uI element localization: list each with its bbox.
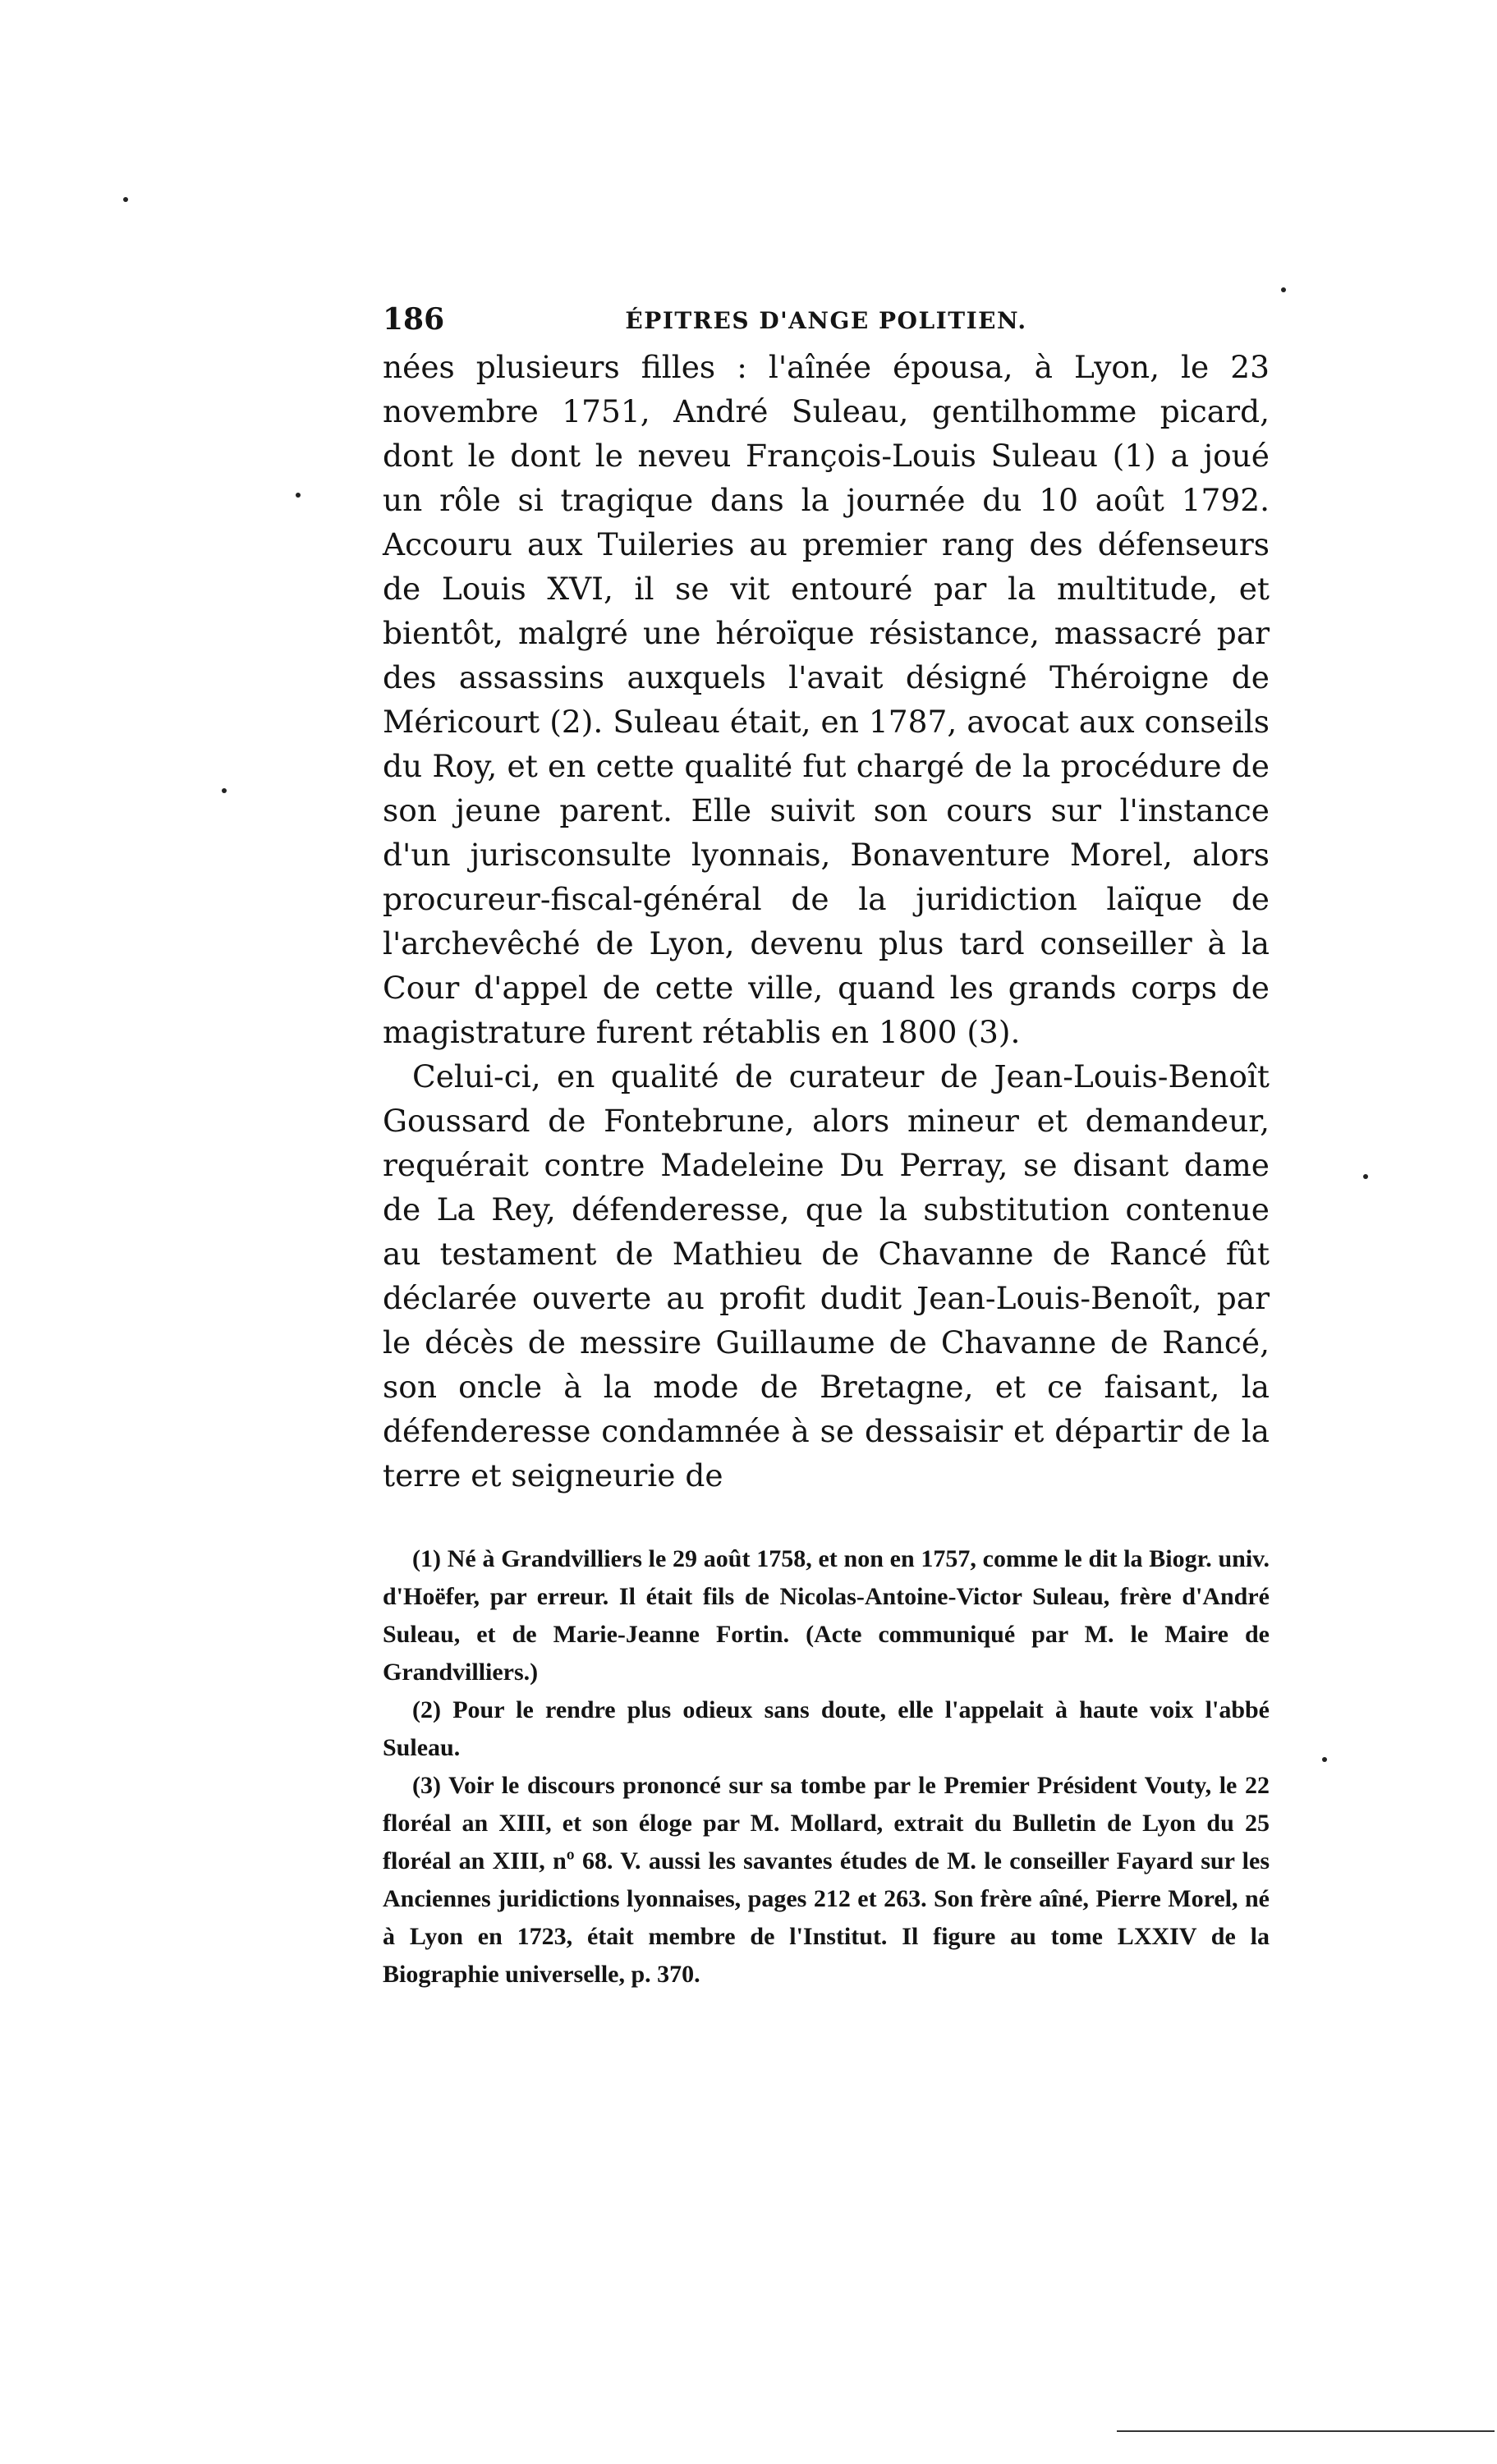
paragraph-1: nées plusieurs filles : l'aînée épousa, à Lyon, le 23 novembre 1751, André Suleau, gentilhomme picard, dont le dont le neveu François-Louis Suleau (1) a joué un rôle si tragique dans la journée du 10 août 1792. Accouru aux Tuileries au premier rang des défenseurs de Louis XVI, il se vit entouré par la multitude, et bientôt, malgré une héroïque résistance, massacré par des assassins auxquels l'avait désigné Théroigne de Méricourt (2). Suleau était, en 1787, avocat aux conseils du Roy, et en cette qualité fut chargé de la procédure de son jeune parent. Elle suivit son cours sur l'instance d'un jurisconsulte lyonnais, Bonaventure Morel, alors procureur-fiscal-général de la juridiction laïque de l'archevêché de Lyon, devenu plus tard conseiller à la Cour d'appel de cette ville, quand les grands corps de magistrature furent rétablis en 1800 (3).	[383, 349, 1270, 1050]
book-page	[383, 296, 1270, 1994]
footnote-2: (2) Pour le rendre plus odieux sans doute, elle l'appelait à haute voix l'abbé Suleau.	[383, 1696, 1270, 1761]
scan-speck	[222, 788, 227, 793]
scan-speck	[123, 197, 128, 202]
page-header	[383, 296, 1270, 345]
scan-speck	[1322, 1757, 1327, 1762]
footnotes	[383, 1540, 1270, 1994]
scan-speck	[296, 493, 301, 498]
footnote-1: (1) Né à Grandvilliers le 29 août 1758, et non en 1757, comme le dit la Biogr. univ. d'Hoëfer, par erreur. Il était fils de Nicolas-Antoine-Victor Suleau, frère d'André Suleau, et de Marie-Jeanne Fortin. (Acte communiqué par M. le Maire de Grandvilliers.)	[383, 1545, 1270, 1686]
footnote-3: (3) Voir le discours prononcé sur sa tombe par le Premier Président Vouty, le 22 floréal an XIII, et son éloge par M. Mollard, extrait du Bulletin de Lyon du 25 floréal an XIII, nº 68. V. aussi les savantes études de M. le conseiller Fayard sur les Anciennes juridictions lyonnaises, pages 212 et 263. Son frère aîné, Pierre Morel, né à Lyon en 1723, était membre de l'Institut. Il figure au tome LXXIV de la Biographie universelle, p. 370.	[383, 1772, 1270, 1988]
running-title: ÉPITRES D'ANGE POLITIEN.	[625, 307, 1027, 334]
scan-speck	[1281, 287, 1286, 292]
scan-speck	[1363, 1174, 1368, 1179]
page-number: 186	[383, 302, 445, 337]
scan-edge-line	[1117, 2430, 1495, 2432]
main-text	[383, 345, 1270, 1498]
paragraph-2: Celui-ci, en qualité de curateur de Jean-Louis-Benoît Goussard de Fontebrune, alors mineur et demandeur, requérait contre Madeleine Du Perray, se disant dame de La Rey, défenderesse, que la substitution contenue au testament de Mathieu de Chavanne de Rancé fût déclarée ouverte au profit dudit Jean-Louis-Benoît, par le décès de messire Guillaume de Chavanne de Rancé, son oncle à la mode de Bretagne, et ce faisant, la défenderesse condamnée à se dessaisir et départir de la terre et seigneurie de	[383, 1058, 1270, 1494]
